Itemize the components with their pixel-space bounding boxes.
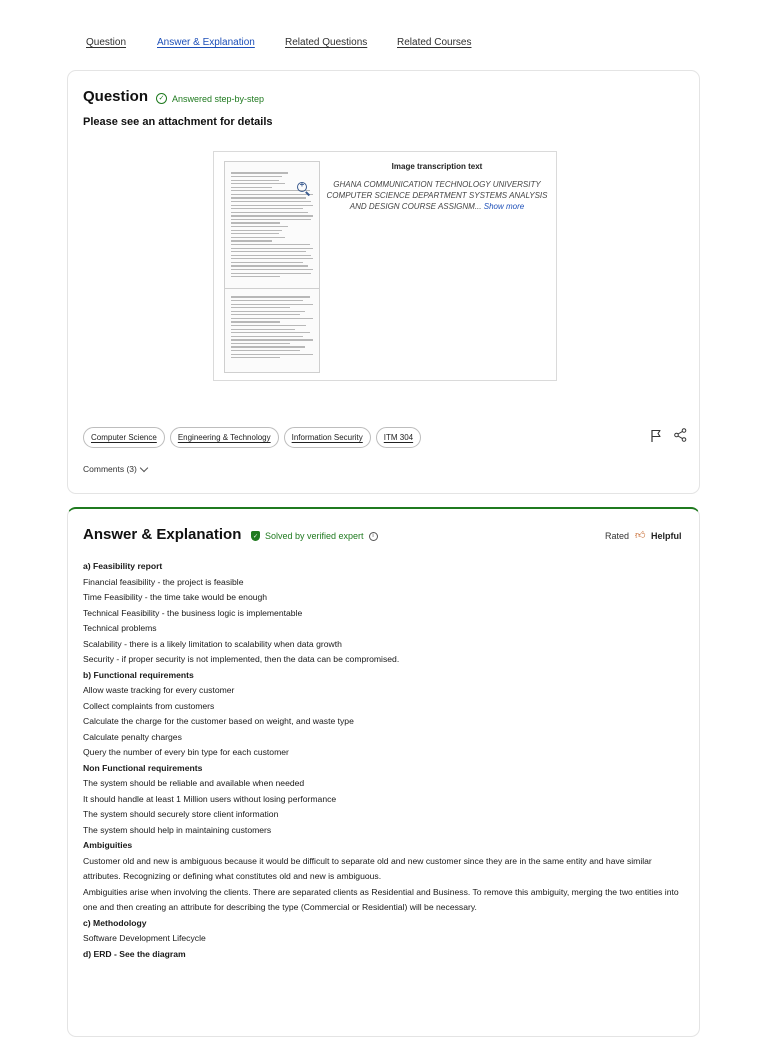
thumbnail-text-line	[231, 219, 311, 220]
thumbnail-text-line	[231, 314, 300, 315]
show-more-link[interactable]: Show more	[483, 202, 525, 211]
answer-line: Calculate penalty charges	[83, 731, 182, 742]
answer-line: Financial feasibility - the project is feasible	[83, 576, 244, 587]
answer-line: The system should help in maintaining customers	[83, 824, 272, 835]
transcription-text	[324, 179, 550, 212]
thumbnail-text-line	[231, 258, 313, 259]
answer-line: Technical problems	[83, 623, 157, 633]
thumbnail-text-line	[231, 222, 280, 223]
thumbnail-text-line	[231, 183, 285, 184]
solved-status-text: Solved by verified expert	[265, 531, 364, 541]
thumbnail-page-divider	[225, 288, 319, 289]
thumbnail-text-line	[231, 304, 313, 305]
thumbnail-text-line	[231, 273, 311, 274]
thumbnail-text-line	[231, 325, 306, 326]
answer-line: The system should be reliable and available when needed	[83, 778, 305, 788]
rating-value: Helpful	[651, 531, 682, 541]
question-card	[67, 70, 700, 494]
thumbnail-text-line	[231, 244, 310, 245]
thumbnail-text-line	[231, 215, 313, 216]
verified-shield-icon: ✓	[251, 531, 260, 541]
answer-heading: Ambiguities	[83, 840, 133, 850]
answer-line: Calculate the charge for the customer based on weight, and waste type	[83, 716, 354, 726]
thumbnail-text-line	[231, 176, 282, 177]
solved-status	[251, 531, 378, 541]
nav-link-related-courses[interactable]: Related Courses	[397, 37, 472, 48]
tag-itm-304[interactable]: ITM 304	[376, 427, 421, 448]
thumbnail-text-line	[231, 354, 313, 355]
thumbnail-text-line	[231, 307, 290, 308]
info-icon[interactable]: i	[369, 532, 378, 541]
answer-body	[83, 559, 683, 962]
transcription-title: Image transcription text	[391, 162, 483, 171]
answer-line: Software Development Lifecycle	[83, 933, 206, 943]
nav-link-question[interactable]: Question	[86, 37, 127, 48]
thumbnail-text-line	[231, 276, 280, 277]
thumbnail-text-line	[231, 172, 288, 173]
thumbnail-text-line	[231, 343, 290, 344]
answer-line: Allow waste tracking for every customer	[83, 685, 235, 695]
answer-heading: a) Feasibility report	[83, 561, 163, 571]
answer-heading: c) Methodology	[83, 917, 147, 928]
thumbnail-text-line	[231, 205, 313, 206]
thumbnail-text-line	[231, 187, 272, 188]
answered-status-text: Answered step-by-step	[172, 93, 265, 104]
answer-heading: b) Functional requirements	[83, 669, 194, 680]
thumbnail-text-line	[231, 269, 313, 270]
question-title: Question	[83, 88, 149, 105]
thumbnail-text-line	[231, 336, 303, 337]
answer-line: Query the number of every bin type for each customer	[83, 747, 289, 757]
answer-line: Security - if proper security is not implemented, then the data can be compromised.	[83, 654, 400, 664]
thumbnail-text-line	[231, 237, 285, 238]
answer-line: Time Feasibility - the time take would be enough	[83, 592, 268, 602]
thumbnail-text-line	[231, 208, 303, 209]
thumbnail-text-line	[231, 339, 313, 340]
thumbnail-text-line	[231, 265, 308, 266]
attachment-panel	[213, 151, 557, 381]
thumbnail-text-line	[231, 248, 313, 249]
thumbnail-text-line	[231, 350, 300, 351]
answer-title: Answer & Explanation	[83, 526, 242, 543]
share-icon[interactable]	[674, 428, 687, 442]
thumbnail-text-line	[231, 230, 282, 231]
thumbnail-text-line	[231, 262, 303, 263]
tag-computer-science[interactable]: Computer Science	[83, 427, 165, 448]
transcription-excerpt: GHANA COMMUNICATION TECHNOLOGY UNIVERSITY COMPUTER SCIENCE DEPARTMENT SYSTEMS ANALYSIS AND DESIGN COURSE ASSIGNM...	[326, 180, 548, 211]
flag-icon[interactable]	[650, 429, 662, 443]
topic-tags	[83, 427, 421, 448]
answer-line: Collect complaints from customers	[83, 700, 215, 711]
thumbnail-text-line	[231, 201, 311, 202]
question-prompt: Please see an attachment for details	[83, 116, 273, 128]
attachment-thumbnail[interactable]	[224, 161, 320, 373]
thumbnail-text-line	[231, 346, 305, 347]
thumbnail-text-line	[231, 180, 279, 181]
answered-status	[156, 93, 264, 104]
chevron-down-icon	[140, 463, 148, 471]
thumbnail-text-line	[231, 226, 288, 227]
thumbnail-text-line	[231, 318, 313, 319]
thumbnail-text-line	[231, 212, 308, 213]
answer-heading: Non Functional requirements	[83, 762, 203, 773]
rated-label: Rated	[605, 531, 630, 541]
answer-line: It should handle at least 1 Million users without losing performance	[83, 793, 337, 804]
thumbnail-text-line	[231, 194, 313, 195]
answer-card	[67, 507, 700, 1037]
thumbnail-page-2	[231, 294, 313, 361]
thumbs-up-icon: 👍︎	[635, 530, 646, 541]
zoom-in-icon[interactable]	[297, 182, 307, 192]
thumbnail-text-line	[231, 321, 280, 322]
thumbnail-text-line	[231, 251, 306, 252]
thumbnail-text-line	[231, 357, 280, 358]
tag-information-security[interactable]: Information Security	[284, 427, 371, 448]
answer-heading: d) ERD - See the diagram	[83, 948, 186, 959]
thumbnail-text-line	[231, 311, 305, 312]
thumbnail-text-line	[231, 296, 310, 297]
thumbnail-text-line	[231, 197, 306, 198]
comments-label: Comments (3)	[83, 464, 137, 474]
comments-toggle[interactable]	[83, 464, 147, 474]
tag-engineering-technology[interactable]: Engineering & Technology	[170, 427, 279, 448]
answer-line: Ambiguities arise when involving the clients. There are separated clients as Residential and Business. To remove this ambiguity, merging the two entities into one and then creating an attribute for describing the type (Commercial or Residential) will be necessary.	[83, 886, 679, 912]
thumbnail-text-line	[231, 255, 311, 256]
nav-link-related-questions[interactable]: Related Questions	[285, 37, 368, 48]
rating	[605, 531, 682, 541]
answer-line: Customer old and new is ambiguous because it would be difficult to separate old and new customer since they are in the same entity and have similar attributes. Recognizing or defining what constitutes old and new is ambiguous.	[83, 855, 652, 881]
nav-link-answer-explanation[interactable]: Answer & Explanation	[157, 37, 255, 48]
thumbnail-text-line	[231, 332, 310, 333]
answer-line: Scalability - there is a likely limitation to scalability when data growth	[83, 638, 342, 649]
answer-line: The system should securely store client information	[83, 809, 279, 819]
thumbnail-text-line	[231, 329, 295, 330]
check-circle-icon: ✓	[156, 93, 167, 104]
answer-line: Technical Feasibility - the business logic is implementable	[83, 607, 303, 618]
thumbnail-text-line	[231, 300, 303, 301]
thumbnail-text-line	[231, 233, 279, 234]
thumbnail-text-line	[231, 240, 272, 241]
